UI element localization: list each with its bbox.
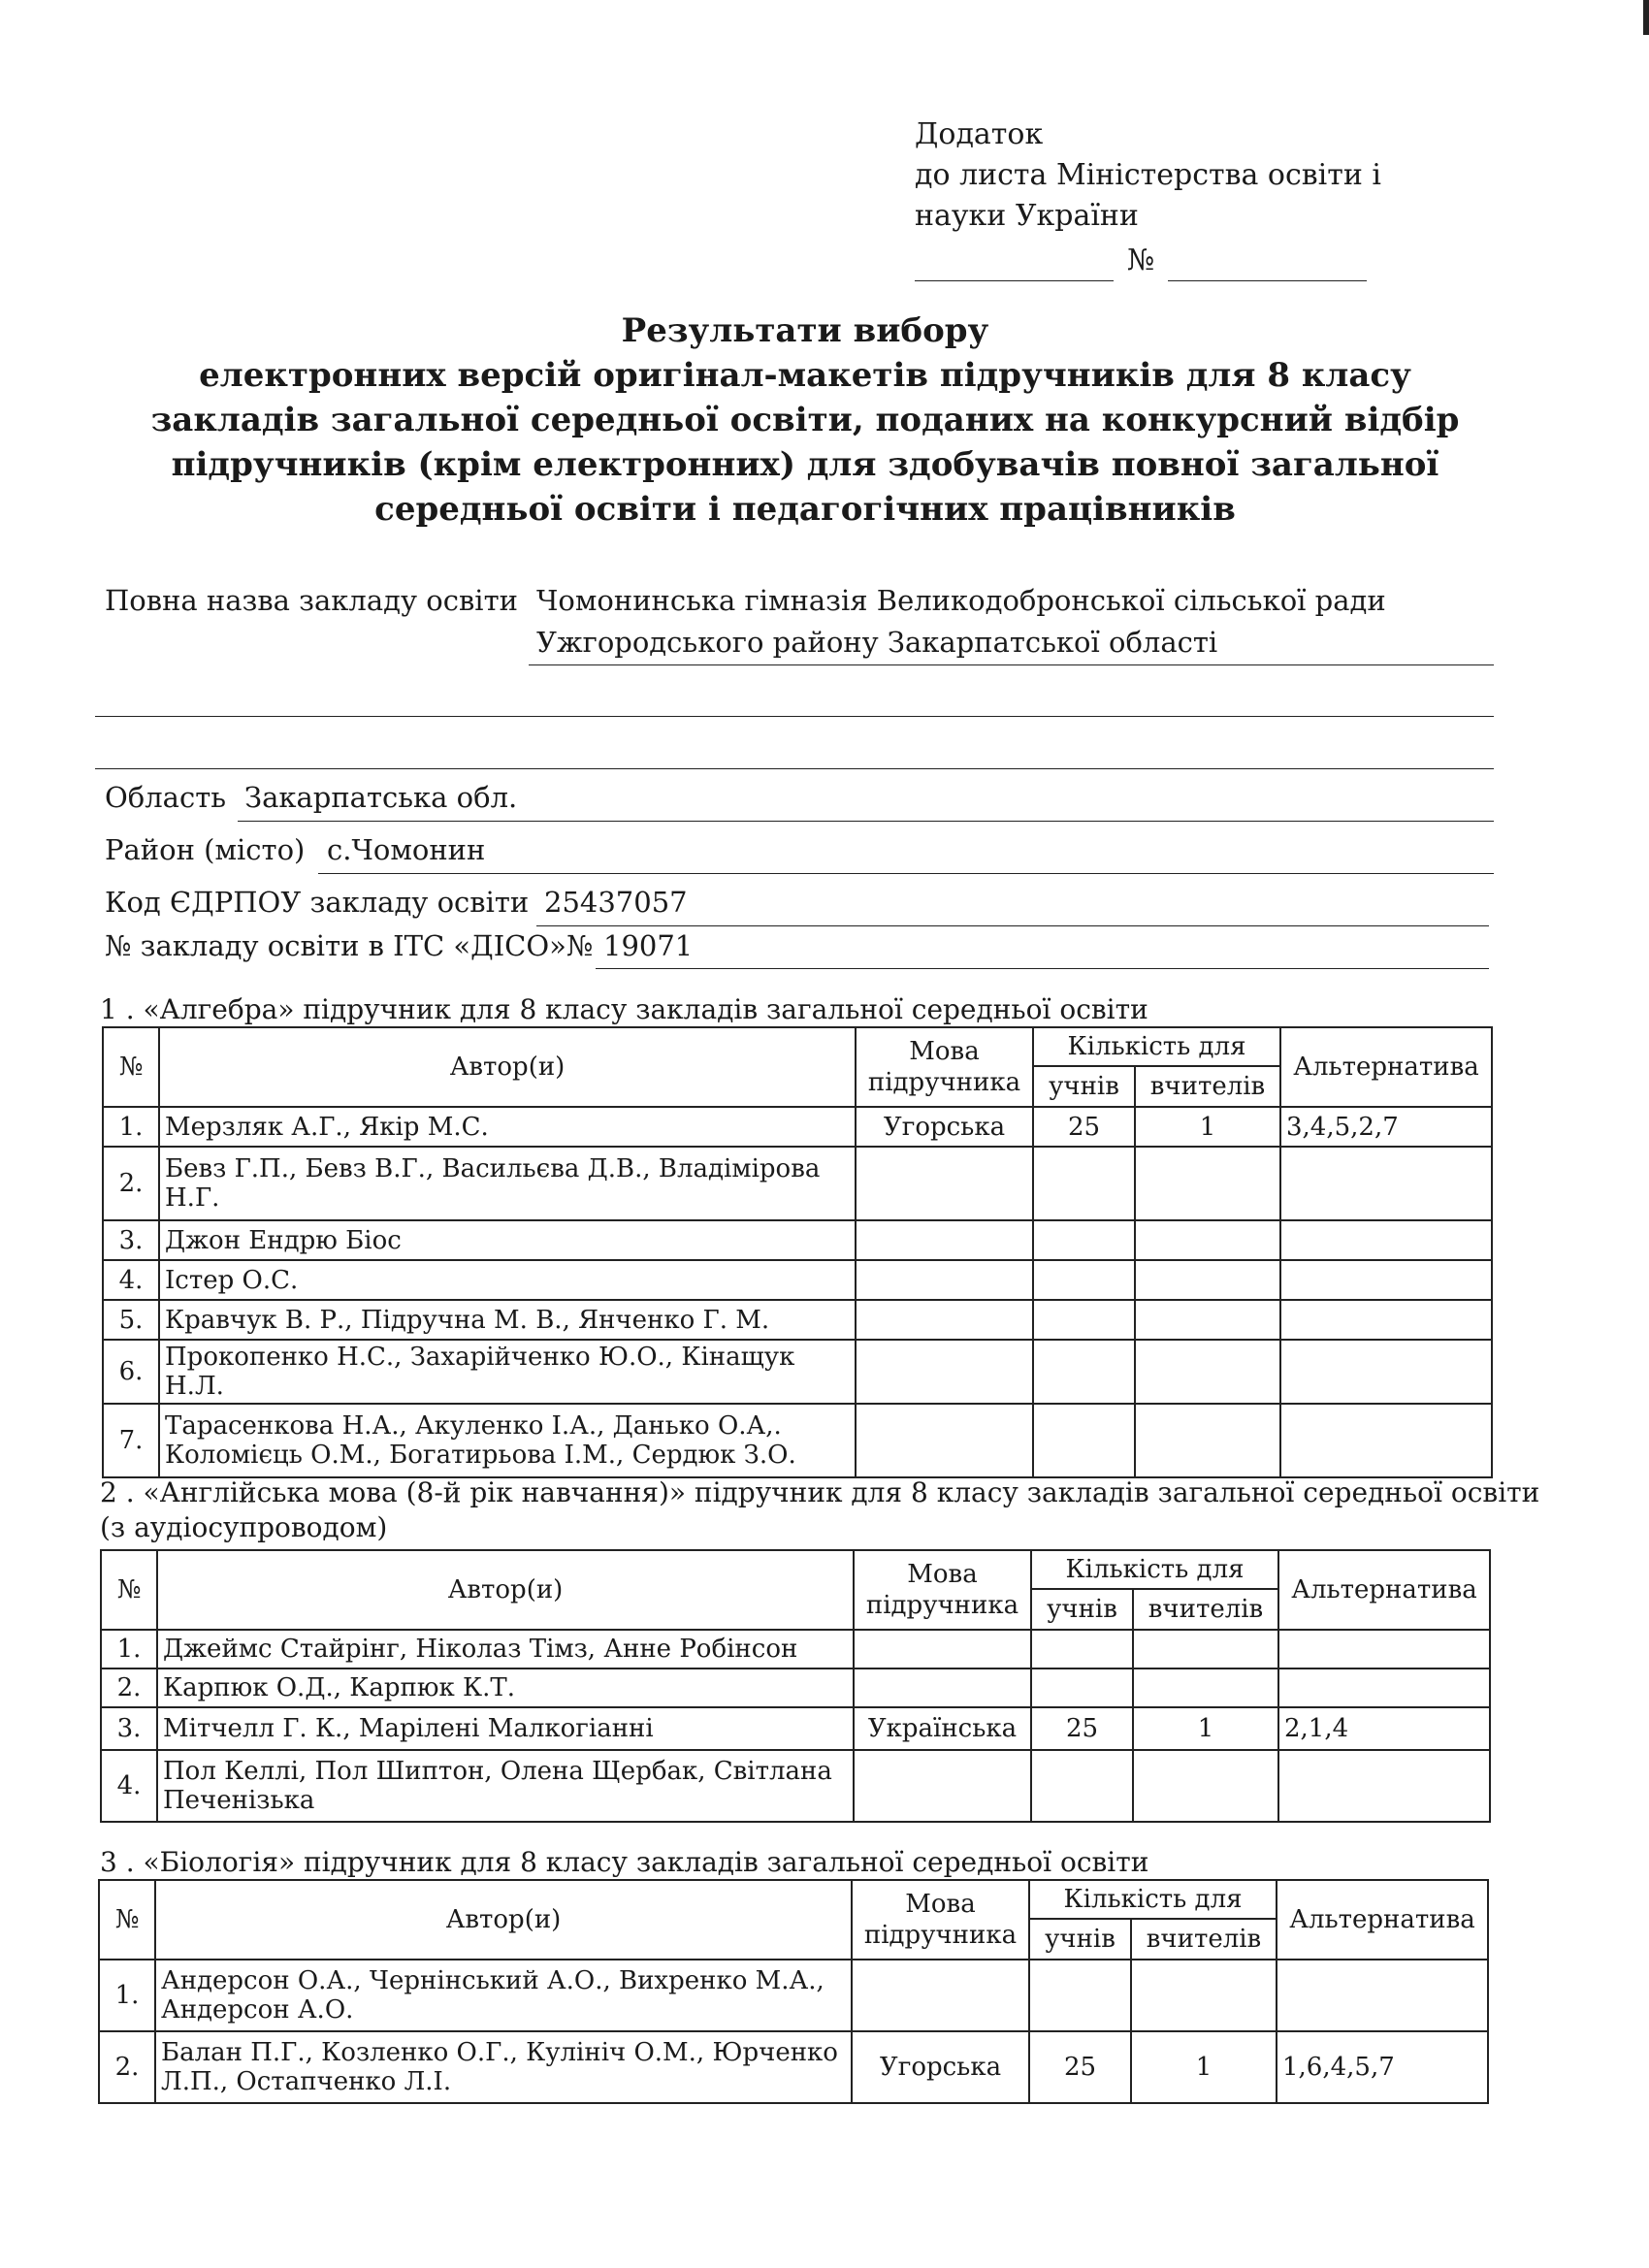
row-language: Угорська (856, 1107, 1033, 1147)
header-lang-line-1: Мова (905, 1890, 976, 1919)
row-teachers (1135, 1147, 1280, 1220)
row-students (1033, 1300, 1135, 1340)
table-row (103, 1220, 1492, 1260)
row-language (854, 1669, 1031, 1707)
row-students: 25 (1031, 1707, 1133, 1750)
row-author: Джон Ендрю Біос (159, 1220, 856, 1260)
header-lang-line-1: Мова (907, 1560, 978, 1589)
row-students (1031, 1630, 1133, 1669)
row-students (1033, 1147, 1135, 1220)
header-lang-line-2: підручника (865, 1591, 1019, 1620)
section-2-title: 2 . «Англійська мова (8-й рік навчання)» підручник для 8 класу закладів загальної середньої освіти (100, 1476, 1540, 1508)
appendix-line-2: до листа Міністерства освіти і (915, 158, 1381, 192)
header-lang-line-2: підручника (863, 1921, 1018, 1950)
school-name-line-2: Ужгородського району Закарпатської області (536, 626, 1218, 659)
row-number: 7. (103, 1404, 159, 1477)
row-alternative: 2,1,4 (1278, 1707, 1490, 1750)
school-name-label: Повна назва закладу освіти (105, 584, 518, 617)
number-sign: № (1127, 243, 1155, 277)
header-qty: Кількість для (1029, 1880, 1277, 1919)
header-students: учнів (1033, 1066, 1135, 1107)
row-alternative (1278, 1750, 1490, 1822)
school-name-line-1: Чомонинська гімназія Великодобронської сільської ради (536, 584, 1386, 617)
row-teachers (1133, 1630, 1278, 1669)
row-teachers (1131, 1960, 1277, 2031)
row-language (856, 1404, 1033, 1477)
title-line-5: середньої освіти і педагогічних працівників (374, 490, 1236, 529)
row-author: Мітчелл Г. К., Марілені Малкогіанні (157, 1707, 854, 1750)
scan-edge-shadow (1643, 0, 1649, 35)
appendix-line-3: науки України (915, 199, 1139, 233)
header-num: № (101, 1550, 157, 1630)
header-alt: Альтернатива (1277, 1880, 1488, 1960)
header-teachers: вчителів (1131, 1919, 1277, 1960)
row-alternative: 1,6,4,5,7 (1277, 2031, 1488, 2103)
table-row (103, 1147, 1492, 1220)
header-students: учнів (1031, 1589, 1133, 1630)
row-author: Кравчук В. Р., Підручна М. В., Янченко Г. М. (159, 1300, 856, 1340)
header-lang (856, 1027, 1033, 1107)
row-students (1031, 1669, 1133, 1707)
row-author: Бевз Г.П., Бевз В.Г., Васильєва Д.В., Владімірова Н.Г. (159, 1147, 856, 1220)
table-row (101, 1707, 1490, 1750)
header-alt: Альтернатива (1278, 1550, 1490, 1630)
title-line-3: закладів загальної середньої освіти, поданих на конкурсний відбір (150, 401, 1460, 439)
row-number: 4. (103, 1260, 159, 1300)
row-number: 3. (101, 1707, 157, 1750)
region-underline (238, 821, 1494, 822)
row-number: 3. (103, 1220, 159, 1260)
header-num: № (99, 1880, 155, 1960)
row-number: 2. (99, 2031, 155, 2103)
header-lang (852, 1880, 1029, 1960)
edrpou-value: 25437057 (544, 886, 688, 919)
row-teachers: 1 (1131, 2031, 1277, 2103)
section-2-table (100, 1549, 1491, 1823)
row-author: Карпюк О.Д., Карпюк К.Т. (157, 1669, 854, 1707)
header-teachers: вчителів (1135, 1066, 1280, 1107)
row-students (1033, 1340, 1135, 1404)
itc-label: № закладу освіти в ІТС «ДІСО»№ (105, 929, 594, 962)
row-teachers (1135, 1340, 1280, 1404)
table-row (101, 1750, 1490, 1822)
section-1-table (102, 1026, 1493, 1478)
table-row (103, 1300, 1492, 1340)
row-alternative (1280, 1300, 1492, 1340)
header-author: Автор(и) (159, 1027, 856, 1107)
row-author: Андерсон О.А., Чернінський А.О., Вихренко М.А., Андерсон А.О. (155, 1960, 852, 2031)
row-alternative (1280, 1404, 1492, 1477)
district-label: Район (місто) (105, 833, 306, 866)
row-number: 2. (101, 1669, 157, 1707)
blank-line-2 (95, 768, 1494, 769)
row-language: Українська (854, 1707, 1031, 1750)
row-alternative: 3,4,5,2,7 (1280, 1107, 1492, 1147)
header-lang-line-1: Мова (909, 1037, 980, 1066)
title-line-2: електронних версій оригінал-макетів підручників для 8 класу (199, 356, 1411, 395)
row-number: 1. (101, 1630, 157, 1669)
edrpou-label: Код ЄДРПОУ закладу освіти (105, 886, 530, 919)
table-row (103, 1340, 1492, 1404)
row-alternative (1277, 1960, 1488, 2031)
row-language (854, 1750, 1031, 1822)
appendix-line-1: Додаток (915, 117, 1044, 151)
table-row (99, 2031, 1488, 2103)
header-author: Автор(и) (155, 1880, 852, 1960)
header-author: Автор(и) (157, 1550, 854, 1630)
row-author: Тарасенкова Н.А., Акуленко І.А., Данько О.А,. Коломієць О.М., Богатирьова І.М., Сердюк З.О. (159, 1404, 856, 1477)
row-students: 25 (1033, 1107, 1135, 1147)
row-students: 25 (1029, 2031, 1131, 2103)
row-alternative (1278, 1669, 1490, 1707)
header-qty: Кількість для (1031, 1550, 1278, 1589)
row-number: 1. (99, 1960, 155, 2031)
header-qty: Кількість для (1033, 1027, 1280, 1066)
row-language (852, 1960, 1029, 2031)
row-number: 1. (103, 1107, 159, 1147)
header-lang-line-2: підручника (867, 1068, 1021, 1097)
row-language: Угорська (852, 2031, 1029, 2103)
row-alternative (1280, 1147, 1492, 1220)
row-number: 5. (103, 1300, 159, 1340)
row-alternative (1280, 1220, 1492, 1260)
row-students (1033, 1260, 1135, 1300)
header-num: № (103, 1027, 159, 1107)
row-author: Прокопенко Н.С., Захарійченко Ю.О., Кінащук Н.Л. (159, 1340, 856, 1404)
row-students (1029, 1960, 1131, 2031)
row-teachers (1133, 1750, 1278, 1822)
row-author: Мерзляк А.Г., Якір М.С. (159, 1107, 856, 1147)
row-number: 6. (103, 1340, 159, 1404)
title-line-1: Результати вибору (621, 311, 989, 350)
title-line-4: підручників (крім електронних) для здобувачів повної загальної (171, 445, 1439, 484)
section-3-title: 3 . «Біологія» підручник для 8 класу закладів загальної середньої освіти (100, 1846, 1149, 1878)
date-blank (915, 247, 1114, 281)
itc-value: 19071 (603, 929, 694, 962)
row-students (1031, 1750, 1133, 1822)
section-2-title-line-2: (з аудіосупроводом) (100, 1511, 388, 1543)
table-row (101, 1630, 1490, 1669)
row-teachers (1135, 1260, 1280, 1300)
row-number: 4. (101, 1750, 157, 1822)
table-row (103, 1260, 1492, 1300)
row-language (854, 1630, 1031, 1669)
header-alt: Альтернатива (1280, 1027, 1492, 1107)
row-teachers (1135, 1220, 1280, 1260)
row-number: 2. (103, 1147, 159, 1220)
district-underline (318, 873, 1494, 874)
document-title (0, 308, 1610, 532)
row-author: Пол Келлі, Пол Шиптон, Олена Щербак, Світлана Печенізька (157, 1750, 854, 1822)
region-value: Закарпатська обл. (244, 781, 518, 814)
header-students: учнів (1029, 1919, 1131, 1960)
row-author: Джеймс Стайрінг, Ніколаз Тімз, Анне Робінсон (157, 1630, 854, 1669)
table-row (99, 1960, 1488, 2031)
row-language (856, 1300, 1033, 1340)
row-alternative (1280, 1260, 1492, 1300)
row-teachers (1135, 1404, 1280, 1477)
appendix-number-row (915, 241, 1381, 281)
blank-line-1 (95, 716, 1494, 717)
region-label: Область (105, 781, 227, 814)
section-1-title: 1 . «Алгебра» підручник для 8 класу закладів загальної середньої освіти (100, 993, 1148, 1025)
row-author: Балан П.Г., Козленко О.Г., Кулініч О.М., Юрченко Л.П., Остапченко Л.І. (155, 2031, 852, 2103)
table-row (101, 1669, 1490, 1707)
district-value: с.Чомонин (327, 833, 486, 866)
row-students (1033, 1220, 1135, 1260)
appendix-block (915, 114, 1381, 281)
row-teachers (1133, 1669, 1278, 1707)
header-lang (854, 1550, 1031, 1630)
school-name-underline (529, 664, 1494, 665)
row-teachers: 1 (1133, 1707, 1278, 1750)
row-students (1033, 1404, 1135, 1477)
row-language (856, 1260, 1033, 1300)
row-language (856, 1220, 1033, 1260)
row-teachers: 1 (1135, 1107, 1280, 1147)
table-row (103, 1404, 1492, 1477)
row-alternative (1278, 1630, 1490, 1669)
section-3-table (98, 1879, 1489, 2104)
row-author: Істер О.С. (159, 1260, 856, 1300)
number-blank (1168, 247, 1367, 281)
header-teachers: вчителів (1133, 1589, 1278, 1630)
itc-underline (596, 968, 1489, 969)
row-alternative (1280, 1340, 1492, 1404)
row-language (856, 1147, 1033, 1220)
edrpou-underline (536, 925, 1489, 926)
table-row (103, 1107, 1492, 1147)
row-language (856, 1340, 1033, 1404)
row-teachers (1135, 1300, 1280, 1340)
